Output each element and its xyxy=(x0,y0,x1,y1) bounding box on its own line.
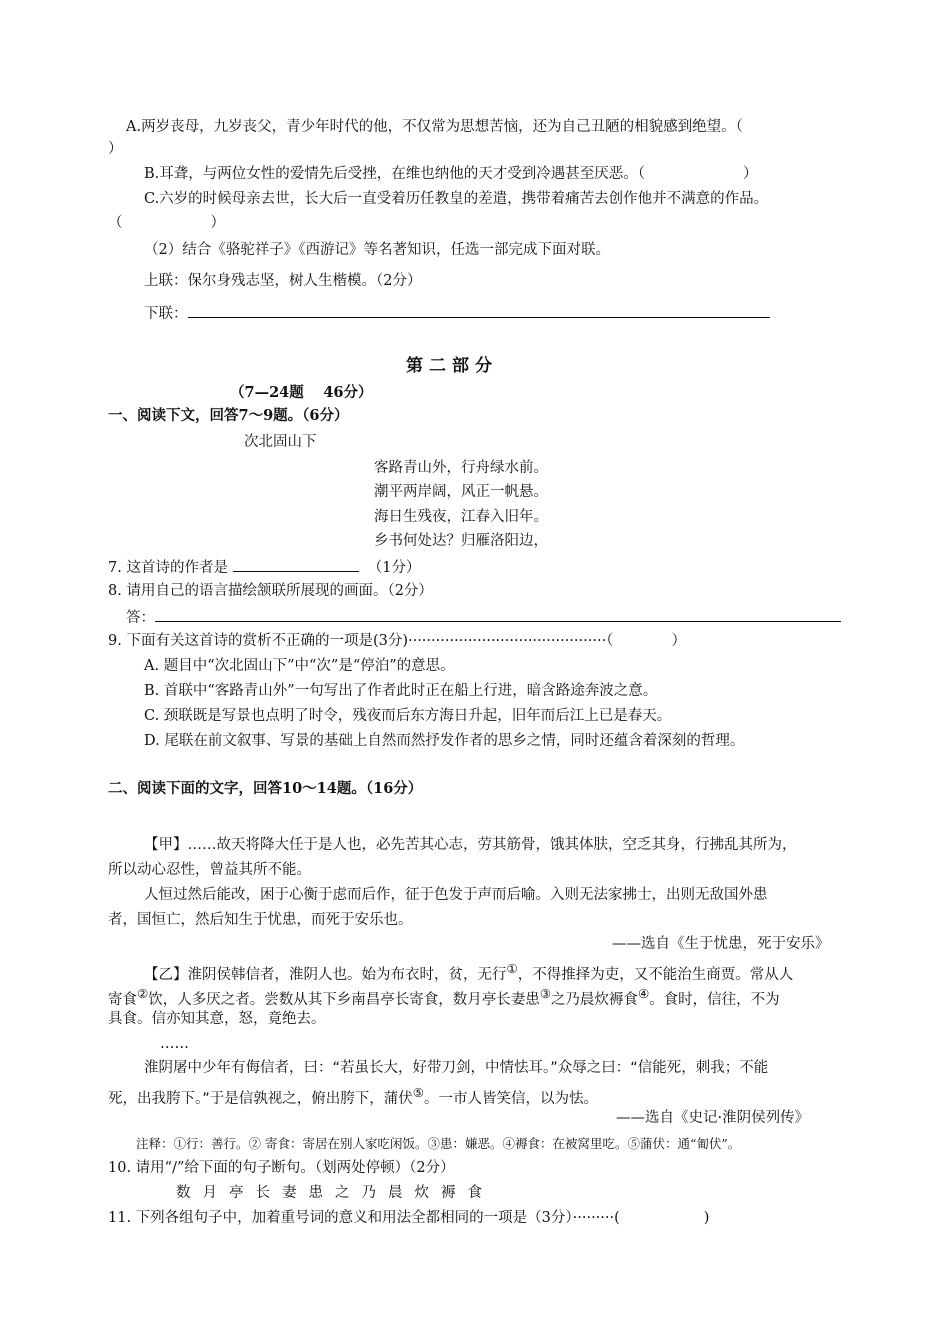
passage-yi-line-4: 淮阴屠中少年有侮信者，曰：“若虽长大，好带刀剑，中情怯耳。”众辱之曰：“信能死，刺我；不能 xyxy=(144,1060,769,1076)
q11 xyxy=(108,1208,709,1228)
q7 xyxy=(108,556,421,578)
couplet-lower xyxy=(144,302,770,324)
passage-yi-source: ——选自《史记·淮阴侯列传》 xyxy=(616,1110,810,1126)
q6-option-b xyxy=(144,164,758,184)
q9-text: 9. 下面有关这首诗的赏析不正确的一项是(3分)···········································（ xyxy=(108,633,614,649)
q8-answer-line[interactable] xyxy=(155,606,841,622)
q6-option-c: C.六岁的时候母亲去世，长大后一直受着历任教皇的差遣，携带着痛苦去创作他并不满意的作品。 xyxy=(144,191,769,207)
q6-option-b-close: ） xyxy=(743,166,758,182)
passage-jia-line-3: 人恒过然后能改，困于心衡于虑而后作，征于色发于声而后喻。入则无法家拂士，出则无敌国外患 xyxy=(144,887,768,903)
couplet-answer-line[interactable] xyxy=(188,302,770,318)
q8: 8. 请用自己的语言描绘颔联所展现的画面。（2分） xyxy=(108,583,433,599)
poem-title: 次北固山下 xyxy=(244,434,317,450)
q6-part2-prompt: （2）结合《骆驼祥子》《西游记》等名著知识，任选一部完成下面对联。 xyxy=(144,242,610,258)
part-two-title: 第二部分 xyxy=(406,356,498,376)
q10-sentence: 数月亭长妻患之乃晨炊褥食 xyxy=(176,1185,494,1201)
section2-heading: 二、阅读下面的文字，回答10～14题。（16分） xyxy=(108,780,423,797)
q6-option-a: A.两岁丧母，九岁丧父，青少年时代的他，不仅常为思想苦恼，还为自己丑陋的相貌感到绝望。（ xyxy=(126,119,743,135)
q9-option-a: A. 题目中“次北固山下”中“次”是“停泊”的意思。 xyxy=(144,658,455,674)
q11-close: ) xyxy=(703,1210,710,1226)
passage-jia-line-4: 者，国恒亡，然后知生于忧患，而死于安乐也。 xyxy=(108,912,413,928)
passage-yi-line-2: 寄食②饮，人多厌之者。尝数从其下乡南昌亭长寄食，数月亭长妻患③之乃晨炊褥食④。食时，信往，不为 xyxy=(108,986,780,1008)
q9 xyxy=(108,631,686,651)
q8-answer xyxy=(126,606,841,628)
passage-jia-source: ——选自《生于忧患，死于安乐》 xyxy=(612,936,830,952)
passage-jia-line-1: 【甲】……故天将降大任于是人也，必先苦其心志，劳其筋骨，饿其体肤，空乏其身，行拂乱其所为， xyxy=(144,837,797,853)
q7-score: （1分） xyxy=(367,560,421,576)
passage-yi-line-3: 具食。信亦知其意，怒，竟绝去。 xyxy=(108,1011,326,1027)
q6-option-b-text: B.耳聋，与两位女性的爱情先后受挫，在维也纳他的天才受到冷遇甚至厌恶。（ xyxy=(144,166,646,182)
poem-line-1: 客路青山外，行舟绿水前。 xyxy=(374,460,548,476)
q11-text: 11. 下列各组句子中，加着重号词的意义和用法全都相同的一项是（3分）·········( xyxy=(108,1210,620,1226)
section1-heading: 一、阅读下文，回答7～9题。（6分） xyxy=(108,407,349,424)
passage-yi-ellipsis: …… xyxy=(160,1036,189,1052)
q10: 10. 请用“/”给下面的句子断句。（划两处停顿）（2分） xyxy=(108,1160,455,1176)
couplet-lower-label: 下联： xyxy=(144,306,188,322)
part-two-range: （7—24题 46分） xyxy=(230,384,373,401)
q7-text: 7. 这首诗的作者是 xyxy=(108,560,228,576)
poem-line-4: 乡书何处达？归雁洛阳边， xyxy=(374,533,548,549)
poem-line-3: 海日生残夜，江春入旧年。 xyxy=(374,509,548,525)
q8-answer-label: 答： xyxy=(126,610,155,626)
couplet-upper: 上联：保尔身残志坚，树人生楷模。（2分） xyxy=(144,273,422,289)
q6-option-a-close: ） xyxy=(108,141,123,157)
passage-jia-line-2: 所以动心忍性，曾益其所不能。 xyxy=(108,862,311,878)
q6-option-c-paren: （ ） xyxy=(108,215,225,231)
q9-option-b: B. 首联中“客路青山外”一句写出了作者此时正在船上行进，暗含路途奔波之意。 xyxy=(144,683,658,699)
q9-option-c: C. 颈联既是写景也点明了时令，残夜而后东方海日升起，旧年而后江上已是春天。 xyxy=(144,708,672,724)
passage-yi-line-5: 死，出我胯下。”于是信孰视之，俯出胯下，蒲伏⑤。一市人皆笑信，以为怯。 xyxy=(108,1085,598,1107)
passage-yi-line-1: 【乙】淮阴侯韩信者，淮阴人也。始为布衣时，贫，无行①，不得推择为吏，又不能治生商贾。常从人 xyxy=(144,961,794,983)
q7-answer-line[interactable] xyxy=(233,556,359,572)
poem-line-2: 潮平两岸阔，风正一帆悬。 xyxy=(374,484,548,500)
annotation-notes: 注释：①行：善行。② 寄食：寄居在别人家吃闲饭。③患：嫌恶。④褥食：在被窝里吃。⑤蒲伏：通“匍伏”。 xyxy=(136,1136,741,1151)
q9-option-d: D. 尾联在前文叙事、写景的基础上自然而然抒发作者的思乡之情，同时还蕴含着深刻的哲理。 xyxy=(144,733,745,749)
q9-close: ） xyxy=(671,633,686,649)
